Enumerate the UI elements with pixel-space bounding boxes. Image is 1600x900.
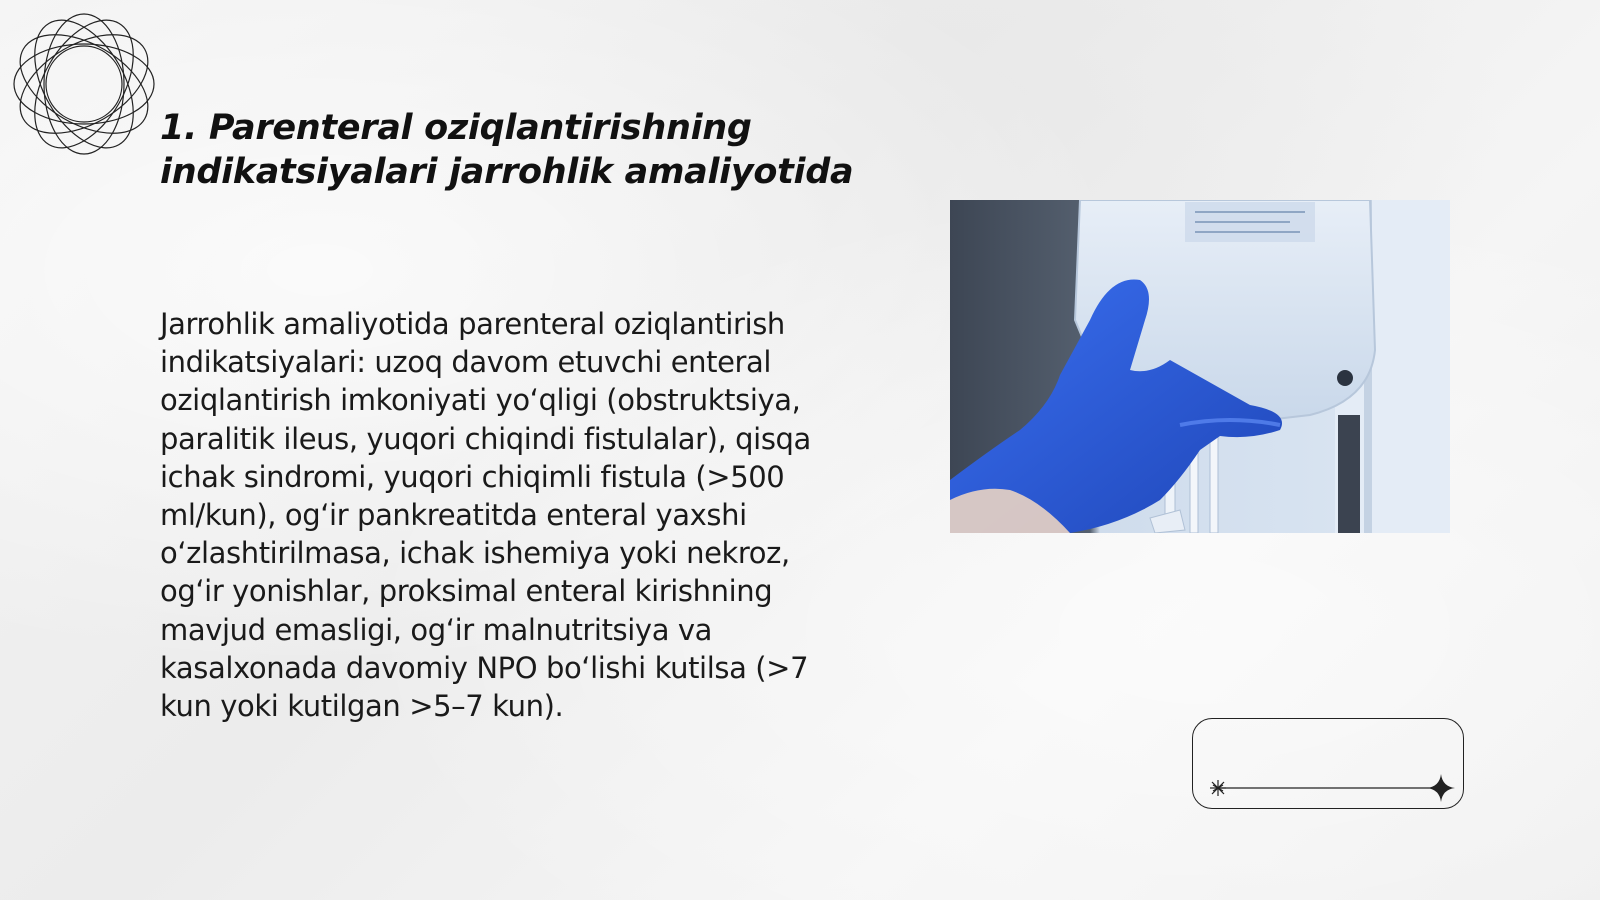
slide-title: 1. Parenteral oziqlantirishning indikatsiyalari jarrohlik amaliyotida: [160, 108, 854, 192]
circle-rosette-ornament-icon: [10, 10, 158, 158]
iv-bag-photo-illustration: [950, 200, 1450, 533]
starburst-line-icon: [1193, 719, 1465, 810]
slide-body-text: Jarrohlik amaliyotida parenteral oziqlantirish indikatsiyalari: uzoq davom etuvchi enteral oziqlantirish imkoniyati yo‘qligi (obstruktsiya, paralitik ileus, yuqori chiqindi fistulalar), qisqa ichak sindromi, yuqori chiqimli fistula (>500 ml/kun), og‘ir pankreatitda enteral yaxshi o‘zlashtirilmasa, ichak ishemiya yoki nekroz, og‘ir yonishlar, proksimal enteral kirishning mavjud emasligi, og‘ir malnutritsiya va kasalxonada davomiy NPO bo‘lishi kutilsa (>7 kun yoki kutilgan >5–7 kun).: [160, 307, 811, 724]
decorative-timeline-box: [1192, 718, 1464, 809]
iv-bag-photo: [950, 200, 1450, 533]
